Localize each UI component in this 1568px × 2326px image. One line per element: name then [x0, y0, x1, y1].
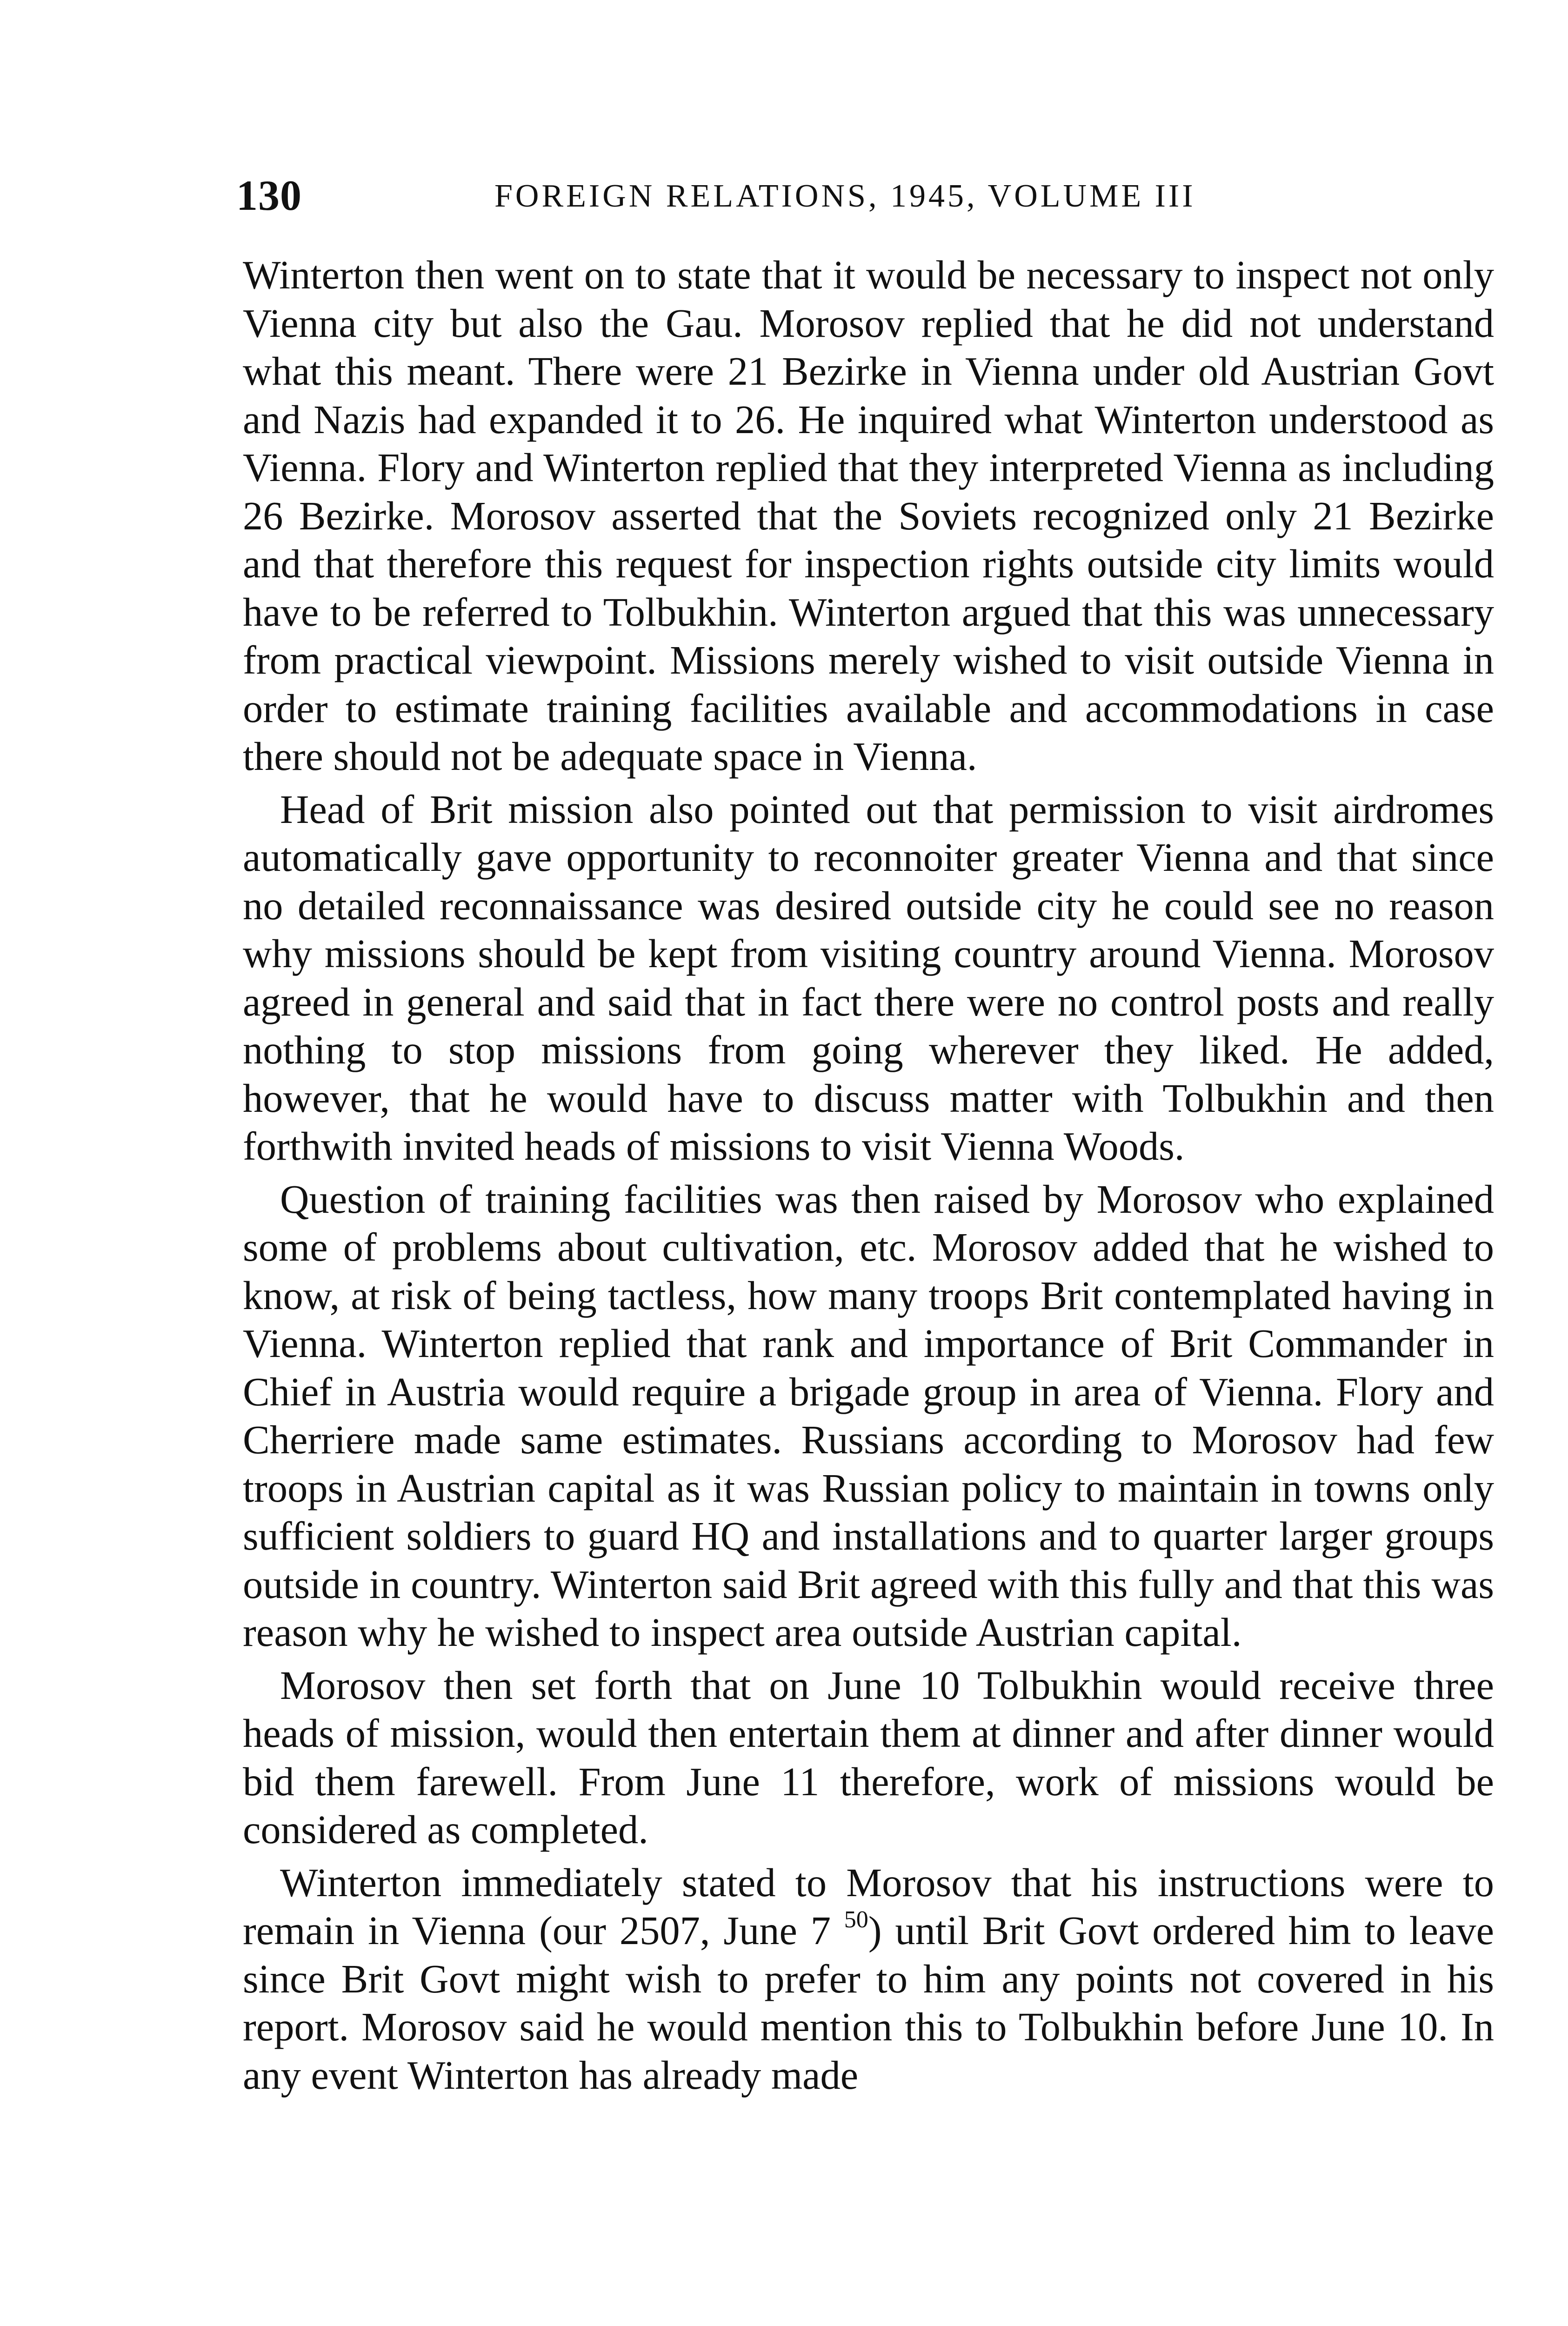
paragraph [243, 1662, 1494, 1854]
paragraph-text: Winterton then went on to state that it would be necessary to inspect not only Vienna city but also the Gau. Morosov replied that he did not understand what this meant. There were 21 Bezirke in Vienna under old Austrian Govt and Nazis had expanded it to 26. He inquired what Winterton understood as Vienna. Flory and Winterton replied that they interpreted Vienna as including 26 Bezirke. Morosov asserted that the Soviets recognized only 21 Bezirke and that therefore this request for inspection rights outside city limits would have to be referred to Tolbukhin. Winterton argued that this was unnecessary from practical viewpoint. Missions merely wished to visit outside Vienna in order to estimate training facilities available and accommodations in case there should not be adequate space in Vienna. [243, 253, 1494, 779]
paragraph [243, 786, 1494, 1171]
paragraph-text: Question of training facilities was then raised by Morosov who explained some of problems about cultivation, etc. Morosov added that he wished to know, at risk of being tactless, how many troops Brit contemplated having in Vienna. Winterton replied that rank and importance of Brit Commander in Chief in Austria would require a brigade group in area of Vienna. Flory and Cherriere made same estimates. Russians according to Morosov had few troops in Austrian capital as it was Russian policy to maintain in towns only sufficient soldiers to guard HQ and installations and to quarter larger groups outside in country. Winterton said Brit agreed with this fully and that this was reason why he wished to inspect area outside Austrian capital. [243, 1176, 1494, 1655]
paragraph [243, 251, 1494, 781]
footnote-reference[interactable]: 50 [844, 1906, 868, 1933]
paragraph-text: Morosov then set forth that on June 10 Tolbukhin would receive three heads of mission, would then entertain them at dinner and after dinner would bid them farewell. From June 11 therefore, work of missions would be considered as completed. [243, 1663, 1494, 1852]
paragraph [243, 1176, 1494, 1657]
page-number: 130 [236, 172, 302, 219]
paragraph-text: Winterton immediately stated to Morosov that his instructions were to remain in Vienna (our 2507, June 7 [243, 1860, 1494, 1953]
paragraph-text: Head of Brit mission also pointed out that permission to visit airdromes automatically gave opportunity to reconnoiter greater Vienna and that since no detailed reconnaissance was desired outside city he could see no reason why missions should be kept from visiting country around Vienna. Morosov agreed in general and said that in fact there were no control posts and really nothing to stop missions from going wherever they liked. He added, however, that he would have to discuss matter with Tolbukhin and then forthwith invited heads of missions to visit Vienna Woods. [243, 787, 1494, 1169]
paragraph [243, 1859, 1494, 2100]
running-head: FOREIGN RELATIONS, 1945, VOLUME III [494, 178, 1196, 214]
paragraph-text: ) until Brit Govt ordered him to leave since Brit Govt might wish to prefer to him any points not covered in his report. Morosov said he would mention this to Tolbukhin before June 10. In any event Winterton has already made [243, 1908, 1495, 2098]
page-header [236, 167, 1492, 223]
body-text [243, 251, 1494, 2104]
